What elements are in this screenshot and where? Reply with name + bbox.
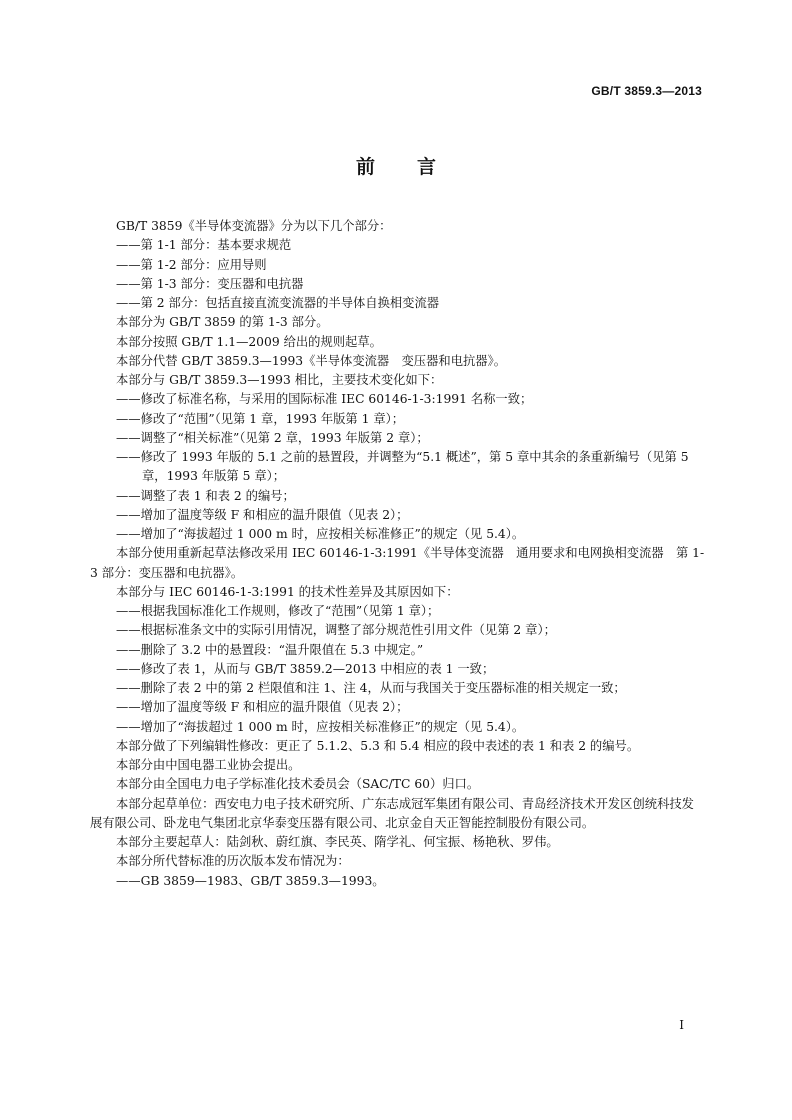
list-item: ——修改了标准名称，与采用的国际标准 IEC 60146-1-3:1991 名称一致；: [116, 392, 533, 407]
paragraph: GB/T 3859《半导体变流器》分为以下几个部分：: [116, 219, 392, 233]
list-item: ——调整了表 1 和表 2 的编号；: [116, 488, 295, 503]
page-number: I: [679, 1018, 684, 1032]
paragraph: 本部分由中国电器工业协会提出。: [116, 758, 301, 772]
paragraph: 本部分代替 GB/T 3859.3—1993《半导体变流器 变压器和电抗器》。: [116, 353, 507, 368]
list-item: ——修改了表 1，从而与 GB/T 3859.2—2013 中相应的表 1 一致；: [116, 661, 495, 676]
foreword-body: [90, 217, 706, 891]
paragraph: 本部分与 IEC 60146-1-3:1991 的技术性差异及其原因如下：: [116, 584, 459, 599]
list-item: ——根据我国标准化工作规则，修改了“范围”（见第 1 章）；: [116, 604, 440, 618]
paragraph: 本部分按照 GB/T 1.1—2009 给出的规则起草。: [116, 334, 382, 349]
list-item: ——增加了温度等级 F 和相应的温升限值（见表 2）；: [116, 700, 409, 715]
list-item: ——增加了温度等级 F 和相应的温升限值（见表 2）；: [116, 507, 409, 522]
list-item: ——删除了 3.2 中的悬置段：“温升限值在 5.3 中规定。”: [116, 642, 424, 657]
paragraph: 本部分做了下列编辑性修改：更正了 5.1.2、5.3 和 5.4 相应的段中表述的表 1 和表 2 的编号。: [116, 738, 640, 753]
page-title: 前言: [355, 156, 478, 178]
list-item: ——第 1-1 部分：基本要求规范: [116, 238, 292, 253]
list-item: ——删除了表 2 中的第 2 栏限值和注 1、注 4，从而与我国关于变压器标准的相关规定一致；: [116, 681, 626, 695]
paragraph: 本部分与 GB/T 3859.3—1993 相比，主要技术变化如下：: [116, 373, 443, 387]
list-item: ——修改了 1993 年版的 5.1 之前的悬置段，并调整为“5.1 概述”，第 5 章中其余的条重新编号（见第 5 章，1993 年版第 5 章）；: [116, 450, 689, 484]
list-item: ——第 2 部分：包括直接直流变流器的半导体自换相变流器: [116, 296, 440, 310]
paragraph: 本部分由全国电力电子学标准化技术委员会（SAC/TC 60）归口。: [116, 777, 480, 792]
list-item: ——根据标准条文中的实际引用情况，调整了部分规范性引用文件（见第 2 章）；: [116, 623, 556, 638]
paragraph: 本部分为 GB/T 3859 的第 1-3 部分。: [116, 315, 329, 330]
list-item: ——修改了“范围”（见第 1 章，1993 年版第 1 章）；: [116, 411, 405, 426]
list-item: ——调整了“相关标准”（见第 2 章，1993 年版第 2 章）；: [116, 430, 429, 445]
list-item: ——增加了“海拔超过 1 000 m 时，应按相关标准修正”的规定（见 5.4）。: [116, 527, 525, 541]
list-item: ——第 1-2 部分：应用导则: [116, 257, 267, 272]
paragraph: 本部分使用重新起草法修改采用 IEC 60146-1-3:1991《半导体变流器 通用要求和电网换相变流器 第 1-3 部分：变压器和电抗器》。: [90, 546, 705, 580]
document-id: GB/T 3859.3—2013: [591, 84, 702, 98]
paragraph: 本部分主要起草人：陆剑秋、蔚红旗、李民英、隋学礼、何宝振、杨艳秋、罗伟。: [116, 835, 559, 849]
list-item: ——增加了“海拔超过 1 000 m 时，应按相关标准修正”的规定（见 5.4）。: [116, 719, 525, 734]
paragraph: 本部分所代替标准的历次版本发布情况为：: [116, 854, 350, 869]
paragraph: 本部分起草单位：西安电力电子技术研究所、广东志成冠军集团有限公司、青岛经济技术开发区创统科技发展有限公司、卧龙电气集团北京华泰变压器有限公司、北京金自天正智能控制股份有限公司。: [90, 796, 694, 830]
list-item: ——第 1-3 部分：变压器和电抗器: [116, 276, 304, 291]
list-item: ——GB 3859—1983、GB/T 3859.3—1993。: [116, 873, 385, 888]
